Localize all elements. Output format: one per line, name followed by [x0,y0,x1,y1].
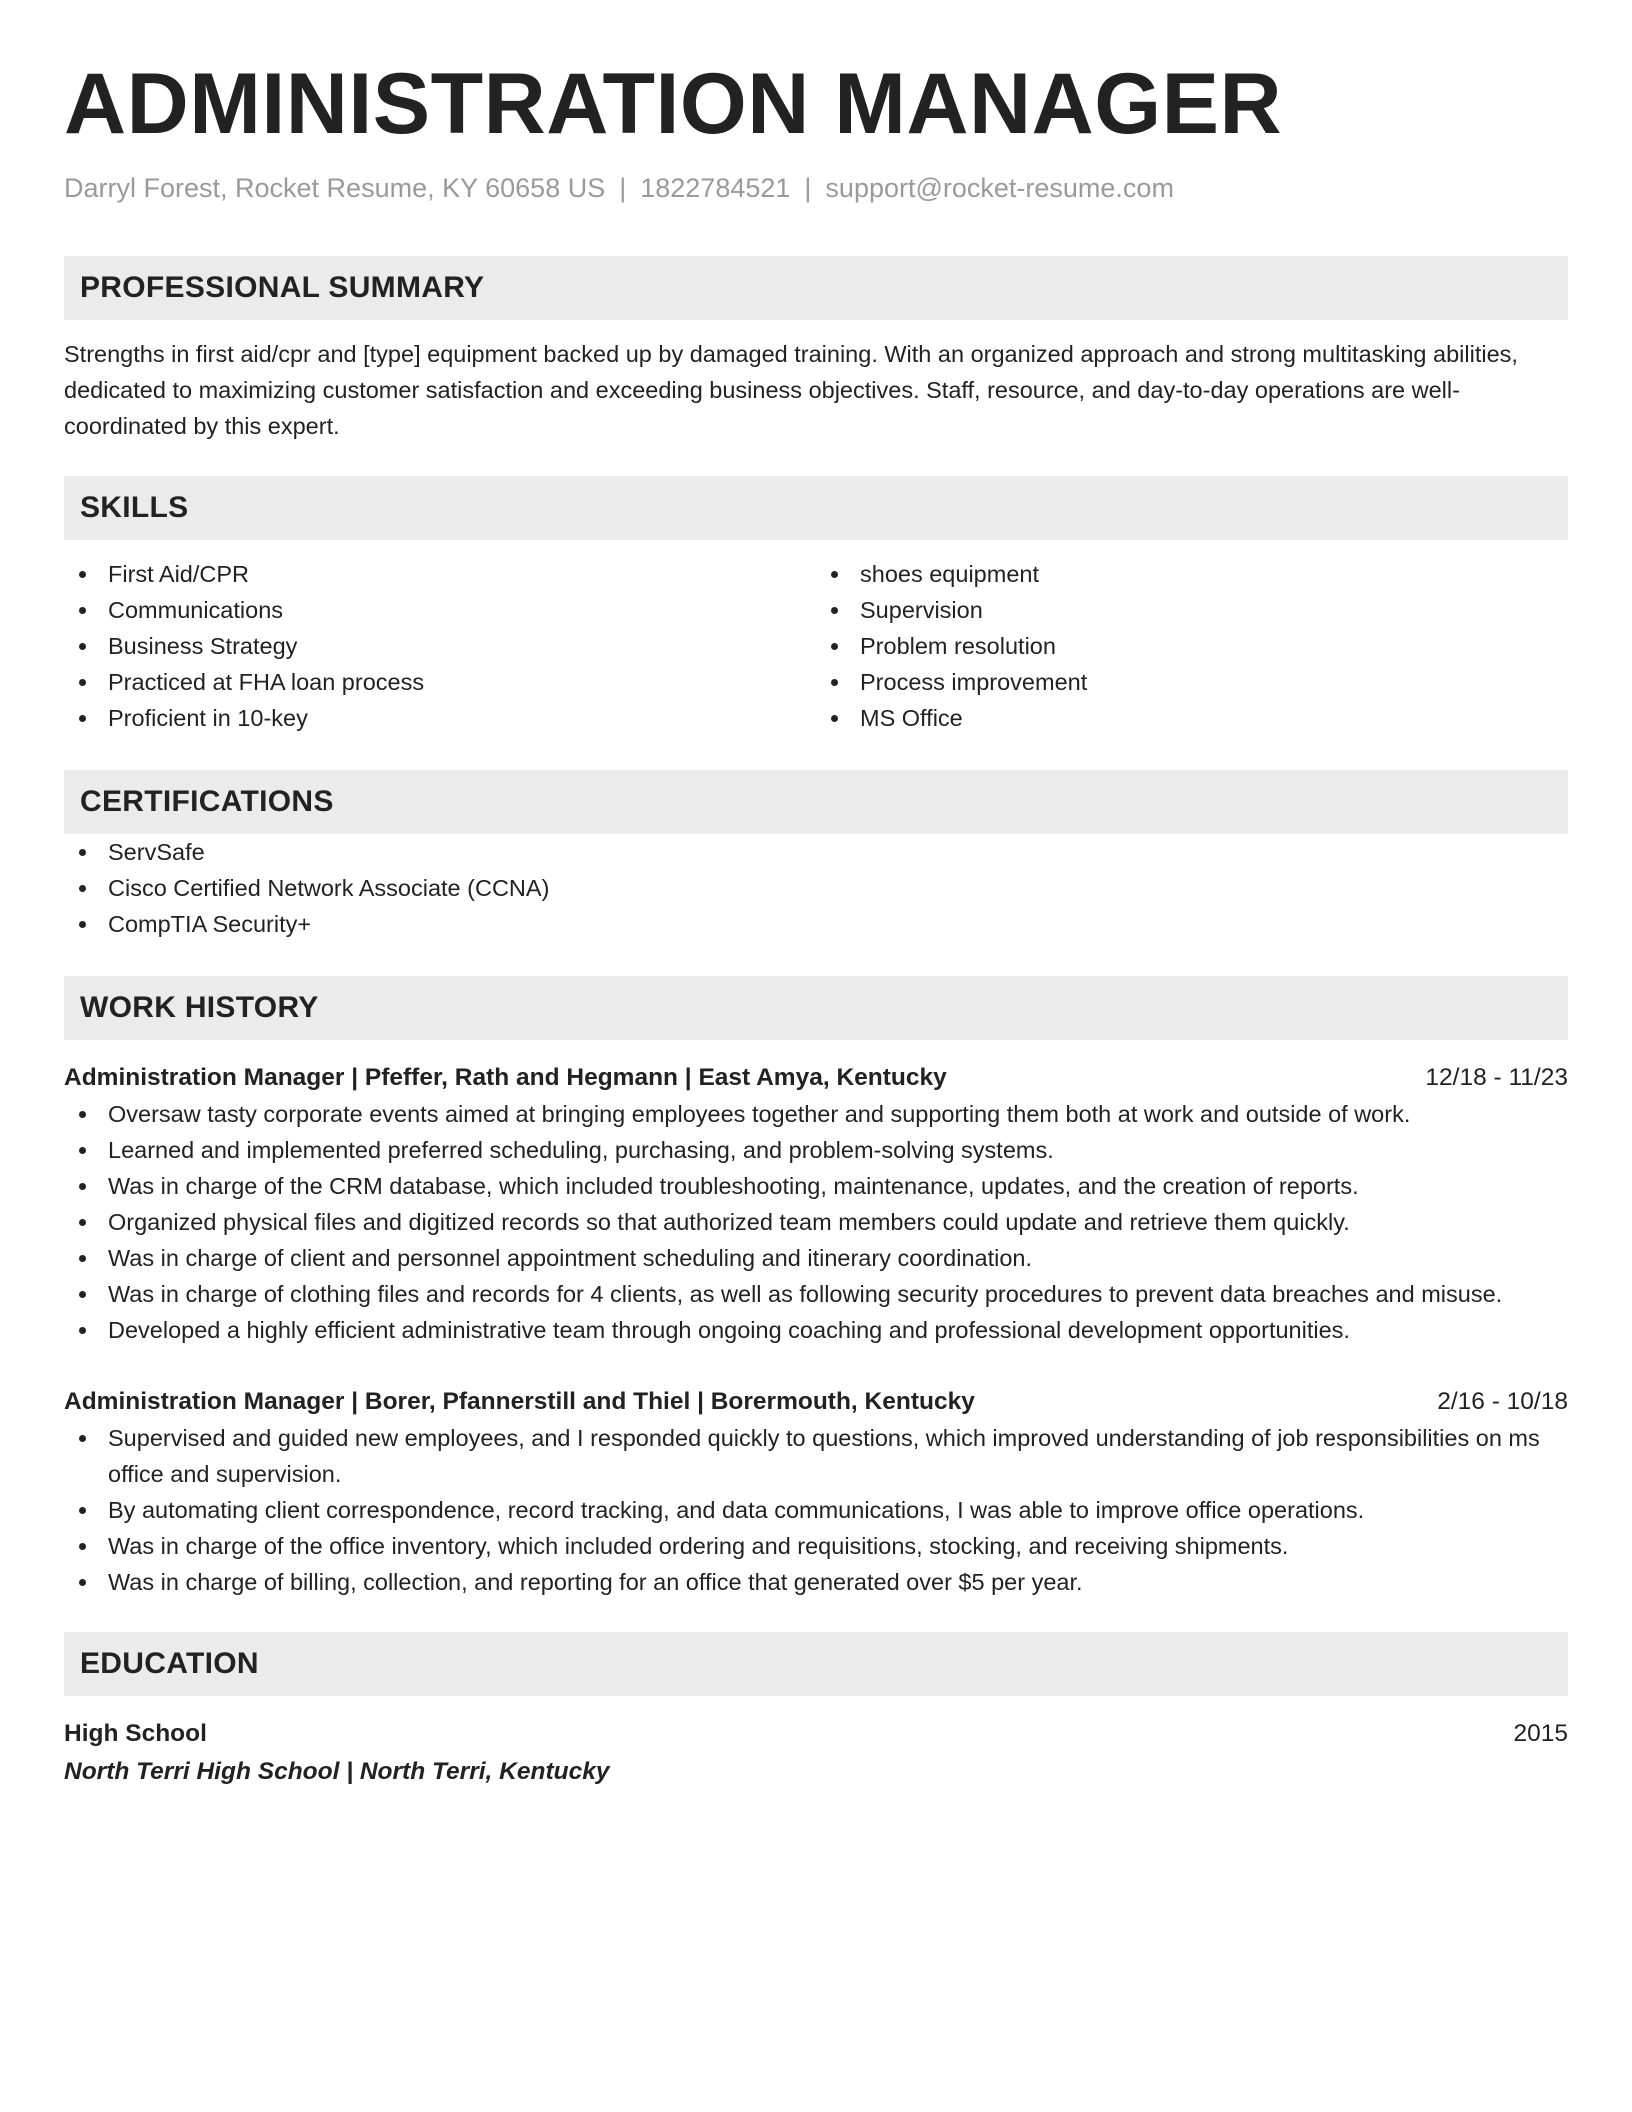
summary-heading: PROFESSIONAL SUMMARY [64,256,1568,320]
job-title: Administration Manager | Borer, Pfannerstill and Thiel | Borermouth, Kentucky [64,1388,975,1415]
job-header [64,1060,1568,1096]
job-bullet: Learned and implemented preferred scheduling, purchasing, and problem-solving systems. [64,1132,1568,1168]
job-bullet-list [64,1420,1568,1600]
education-school: North Terri High School | North Terri, Kentucky [64,1758,610,1785]
job-bullet: Oversaw tasty corporate events aimed at bringing employees together and supporting them both at work and outside of work. [64,1096,1568,1132]
job-entry [64,1384,1568,1600]
certification-item: CompTIA Security+ [64,906,1568,942]
skill-item: Proficient in 10-key [64,700,816,736]
job-bullet: Was in charge of client and personnel appointment scheduling and itinerary coordination. [64,1240,1568,1276]
job-bullet: Was in charge of the office inventory, which included ordering and requisitions, stocking, and receiving shipments. [64,1528,1568,1564]
candidate-title: ADMINISTRATION MANAGER [64,56,1283,152]
job-bullet: By automating client correspondence, record tracking, and data communications, I was able to improve office operations. [64,1492,1568,1528]
skill-item: MS Office [816,700,1568,736]
contact-separator: | [804,173,812,203]
contact-email: support@rocket-resume.com [825,173,1174,203]
job-dates: 12/18 - 11/23 [1425,1064,1568,1091]
skill-item: shoes equipment [816,556,1568,592]
contact-line [64,170,1568,206]
education-year: 2015 [1513,1720,1568,1747]
certifications-list [64,834,1568,942]
skill-item: Problem resolution [816,628,1568,664]
job-header [64,1384,1568,1420]
work-history-heading: WORK HISTORY [64,976,1568,1040]
skill-item: Supervision [816,592,1568,628]
certifications-heading: CERTIFICATIONS [64,770,1568,834]
skill-item: Business Strategy [64,628,816,664]
education-entry [64,1716,1568,1790]
job-bullet: Was in charge of the CRM database, which included troubleshooting, maintenance, updates, and the creation of reports. [64,1168,1568,1204]
job-title: Administration Manager | Pfeffer, Rath and Hegmann | East Amya, Kentucky [64,1064,947,1091]
skill-item: Communications [64,592,816,628]
job-bullet: Supervised and guided new employees, and I responded quickly to questions, which improved understanding of job responsibilities on ms office and supervision. [64,1420,1568,1492]
skills-list-right [816,556,1568,736]
contact-separator: | [619,173,627,203]
job-bullet: Organized physical files and digitized records so that authorized team members could update and retrieve them quickly. [64,1204,1568,1240]
skill-item: First Aid/CPR [64,556,816,592]
education-degree: High School [64,1720,207,1747]
job-bullet-list [64,1096,1568,1348]
summary-text: Strengths in first aid/cpr and [type] equipment backed up by damaged training. With an organized approach and strong multitasking abilities, dedicated to maximizing customer satisfaction and exceeding business objectives. Staff, resource, and day-to-day operations are well-coordinated by this expert. [64,341,1518,439]
education-header [64,1716,1568,1752]
skills-heading: SKILLS [64,476,1568,540]
skills-list-left [64,556,816,736]
job-bullet: Was in charge of billing, collection, and reporting for an office that generated over $5 per year. [64,1564,1568,1600]
certification-item: ServSafe [64,834,1568,870]
contact-address: Darryl Forest, Rocket Resume, KY 60658 US [64,173,606,203]
contact-phone: 1822784521 [640,173,791,203]
job-bullet: Was in charge of clothing files and records for 4 clients, as well as following security procedures to prevent data breaches and misuse. [64,1276,1568,1312]
certification-item: Cisco Certified Network Associate (CCNA) [64,870,1568,906]
job-entry [64,1060,1568,1348]
job-bullet: Developed a highly efficient administrative team through ongoing coaching and professional development opportunities. [64,1312,1568,1348]
education-heading: EDUCATION [64,1632,1568,1696]
job-dates: 2/16 - 10/18 [1437,1388,1568,1415]
skill-item: Process improvement [816,664,1568,700]
skill-item: Practiced at FHA loan process [64,664,816,700]
skills-columns [64,556,1568,736]
